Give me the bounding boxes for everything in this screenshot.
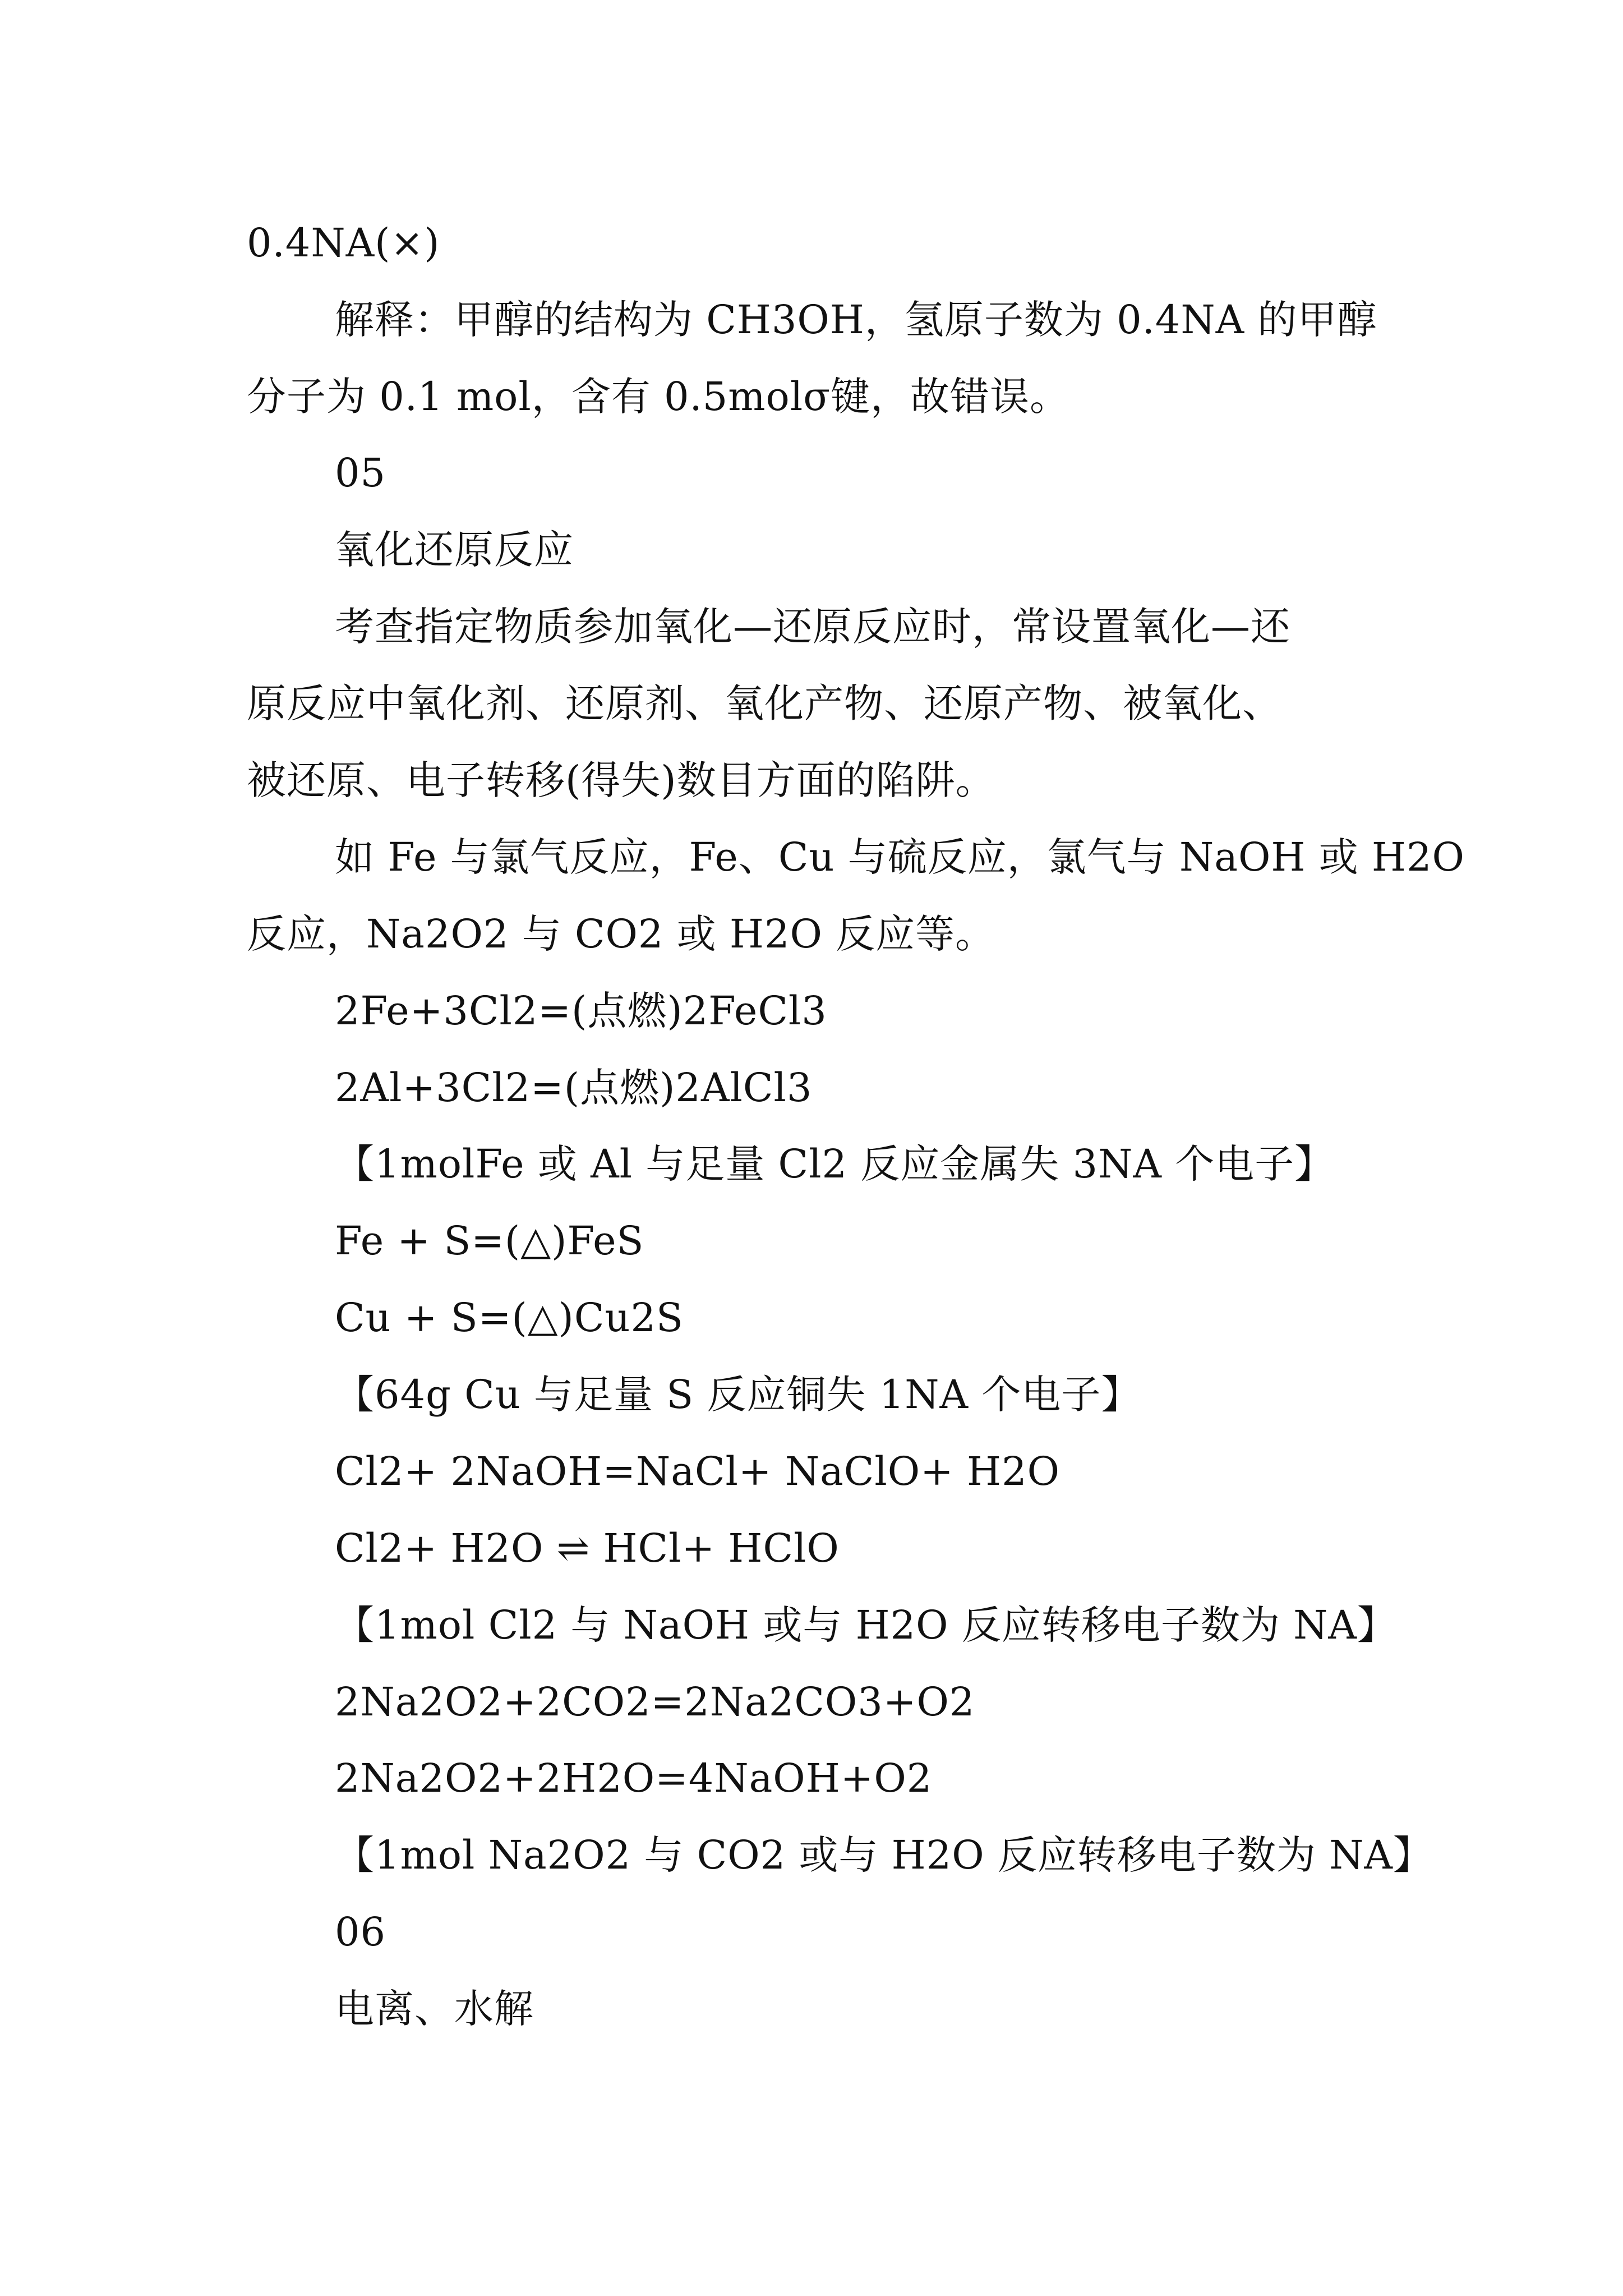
text-line-explanation: 解释：甲醇的结构为 CH3OH，氢原子数为 0.4NA 的甲醇 <box>335 297 1377 343</box>
text-line-answer-marker: 0.4NA(×) <box>247 220 440 266</box>
section-heading-ionization: 电离、水解 <box>335 1986 534 2032</box>
text-line-paragraph: 考查指定物质参加氧化—还原反应时，常设置氧化—还 <box>335 604 1290 650</box>
section-number-05: 05 <box>335 450 386 496</box>
text-line-examples: 如 Fe 与氯气反应，Fe、Cu 与硫反应，氯气与 NaOH 或 H2O <box>335 834 1465 880</box>
equation-al-cl2: 2Al+3Cl2=(点燃)2AlCl3 <box>335 1065 813 1111</box>
text-line-paragraph-end: 被还原、电子转移(得失)数目方面的陷阱。 <box>247 757 995 803</box>
note-fe-al-electrons: 【1molFe 或 Al 与足量 Cl2 反应金属失 3NA 个电子】 <box>335 1141 1335 1187</box>
equation-cu-s: Cu + S=(△)Cu2S <box>335 1295 684 1341</box>
text-line-examples-cont: 反应，Na2O2 与 CO2 或 H2O 反应等。 <box>247 911 995 957</box>
equation-fe-s: Fe + S=(△)FeS <box>335 1218 644 1264</box>
equation-na2o2-co2: 2Na2O2+2CO2=2Na2CO3+O2 <box>335 1679 975 1725</box>
note-na2o2-electrons: 【1mol Na2O2 与 CO2 或与 H2O 反应转移电子数为 NA】 <box>335 1832 1433 1878</box>
note-cu-electrons: 【64g Cu 与足量 S 反应铜失 1NA 个电子】 <box>335 1372 1141 1418</box>
equation-fe-cl2: 2Fe+3Cl2=(点燃)2FeCl3 <box>335 988 827 1034</box>
equation-cl2-h2o: Cl2+ H2O ⇌ HCl+ HClO <box>335 1525 840 1571</box>
equation-cl2-naoh: Cl2+ 2NaOH=NaCl+ NaClO+ H2O <box>335 1448 1061 1494</box>
text-line-explanation-cont: 分子为 0.1 mol，含有 0.5molσ键，故错误。 <box>247 374 1069 420</box>
text-line-paragraph-cont: 原反应中氧化剂、还原剂、氧化产物、还原产物、被氧化、 <box>247 680 1282 726</box>
equation-na2o2-h2o: 2Na2O2+2H2O=4NaOH+O2 <box>335 1755 933 1801</box>
note-cl2-electrons: 【1mol Cl2 与 NaOH 或与 H2O 反应转移电子数为 NA】 <box>335 1602 1397 1648</box>
section-number-06: 06 <box>335 1909 386 1955</box>
section-heading-redox: 氧化还原反应 <box>335 527 574 573</box>
